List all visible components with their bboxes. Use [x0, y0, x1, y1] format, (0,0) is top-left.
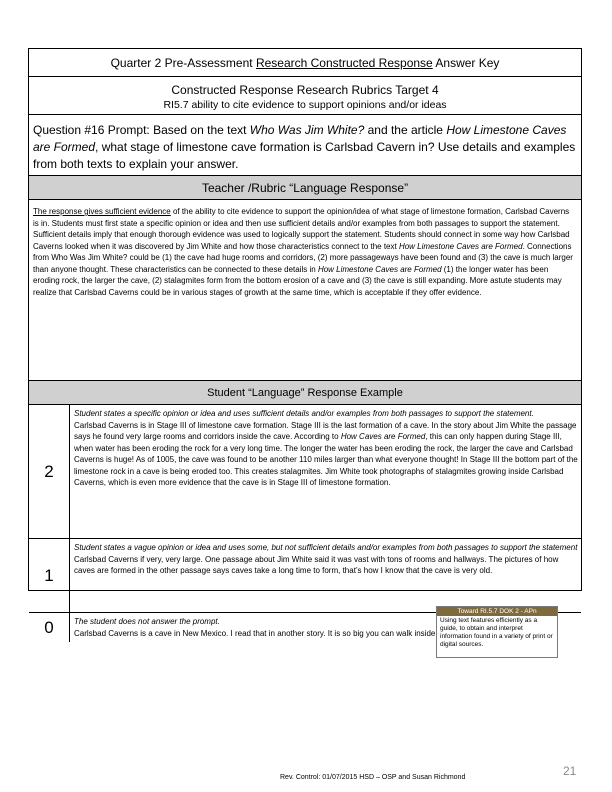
score-row-1: [29, 539, 581, 613]
student-answer: Carlsbad Caverns if very, very large. One passage about Jim White said it was vast with tons of rooms and hallways. The pictures of how caves are formed in the other passage says caves take a long time to form, that’s how I know that the cave is very old.: [74, 554, 559, 575]
rubric-title: Constructed Response Research Rubrics Target 4: [171, 83, 439, 97]
score-value: 1: [29, 539, 70, 612]
question-part1: Question #16 Prompt: Based on the text: [33, 123, 250, 137]
student-example-heading: Student “Language” Response Example: [29, 381, 581, 405]
text-title: Who Was Jim White?: [249, 123, 365, 137]
question-part3: , what stage of limestone cave formation is Carlsbad Cavern in? Use details and examples from both texts to explain your answer.: [33, 140, 576, 171]
rubric-header: [29, 77, 581, 115]
example-cell: [70, 539, 581, 612]
teacher-body1: of the ability to cite evidence to support the opinion/idea of what stage of limestone formation, Carlsbad Caverns is in. Students must first state a specific opinion or idea and then use sufficient details and/or examples from both passages to support the statement. Sufficient details imply that enough thorough evidence was used to logically support the statement. Students should connect in some way how Carlsbad Caverns looked when it was discovered by Jim White and how those characteristics connect to the text: [33, 207, 570, 251]
score-description: Student states a vague opinion or idea and uses some, but not sufficient details and/or examples from both passages to support the statement: [74, 543, 578, 552]
teacher-italic2: How Limestone Caves are Formed: [317, 264, 442, 274]
rubric-standard: RI5.7 ability to cite evidence to support opinions and/or ideas: [163, 99, 447, 111]
answer-part1: Carlsbad Caverns is in Stage III of limestone cave formation. Stage III is the last formation of a cave. In the story about Jim White the passage says he found very large rooms and corridors inside the cave. According to: [74, 420, 577, 441]
revision-control: Rev. Control: 01/07/2015 HSD – OSP and Susan Richmond: [280, 774, 466, 781]
answer-part2: , this can only happen during Stage III, when water has been eroding the rock for a very long time. The longer the water has been eroding the rock, the larger the cave and Carlsbad Caverns is huge! As of 1005, the cave was found to be another 110 miles larger than what everyone thought! In Stage III the bottom part of the limestone rock in a cave is being eroded too. This creates stalagmites. Jim White took photographs of stalagmites growing inside Carlsbad Caverns, which is even more evidence that the cave is in Stage III of limestone formation.: [74, 432, 578, 487]
callout-body: Using text features efficiently as a guide, to obtain and interpret information found in a variety of print or digital sources.: [440, 617, 553, 648]
student-answer: [74, 420, 578, 489]
standard-callout: [436, 606, 558, 658]
question-prompt: [29, 115, 581, 176]
document-title: [29, 49, 581, 77]
example-cell: [70, 405, 581, 538]
answer-italic: How Caves are Formed: [340, 432, 426, 441]
question-part2: and the article: [364, 123, 447, 137]
teacher-rubric-body: [29, 200, 581, 381]
teacher-body3: (1) the longer water has been eroding rock, the larger the cave, (2) stalagmites form from the bottom erosion of a cave and (3) the cave is still expanding. More astute students may realize that Carlsbad Caverns could be in various stages of growth at the same time, which is acceptable if they offer evidence.: [33, 264, 562, 297]
teacher-lead: The response gives sufficient evidence: [33, 207, 171, 216]
teacher-italic1: How Limestone Caves are Formed: [398, 241, 523, 251]
score-value: 2: [29, 405, 70, 538]
score-value: 0: [29, 613, 70, 642]
score-description: The student does not answer the prompt.: [74, 617, 220, 626]
title-suffix: Answer Key: [432, 56, 500, 70]
title-prefix: Quarter 2 Pre-Assessment: [110, 56, 256, 70]
student-answer: Carlsbad Caverns is a cave in New Mexico. I read that in another story. It is so big you can walk inside.: [74, 628, 438, 638]
score-row-2: [29, 405, 581, 539]
teacher-body2: . Connections from Who Was Jim White? could be (1) the cave had huge rooms and corridors, (2) more passageways have been found and (3) the cave is much larger than anyone thought. These characteristics can be connected to these details in: [33, 241, 573, 274]
callout-heading: Toward RI.5.7 DOK 2 - APn: [437, 607, 557, 616]
title-underlined: Research Constructed Response: [255, 56, 433, 70]
teacher-rubric-heading: Teacher /Rubric “Language Response”: [29, 176, 581, 200]
score-description: Student states a specific opinion or idea and uses sufficient details and/or examples from both passages to support the statement.: [74, 409, 534, 418]
page-number: 21: [563, 764, 577, 778]
article-title: How Limestone Caves are Formed: [33, 123, 567, 154]
